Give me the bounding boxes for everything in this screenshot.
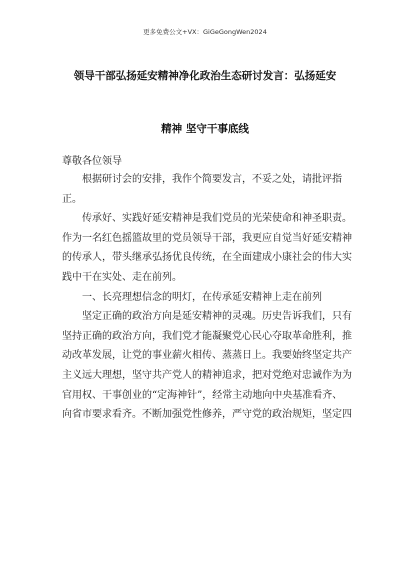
greeting: 尊敬各位领导 <box>62 156 122 167</box>
document-title-line-2: 精神 坚守干事底线 <box>161 123 249 135</box>
paragraph-3: 坚定正确的政治方向是延安精神的灵魂。历史告诉我们，只有坚持正确的政治方向，我们党才能凝聚党心民心夺取革命胜利，推动改革发展，让党的事业薪火相传、蒸蒸日上。我要始终坚定共产主义远大理想，坚守共产党人的精神追求，把对党绝对忠诚作为为官用权、干事创业的“定海神针”，经常主动地向中央基准看齐、向省市要求看齐。不断加强党性修养，严守党的政治规矩，坚定四 <box>62 311 352 421</box>
paragraph-1: 根据研讨会的安排，我作个简要发言，不妥之处，请批评指正。 <box>62 174 342 205</box>
document-title-line-1: 领导干部弘扬延安精神净化政治生态研讨发言：弘扬延安 <box>73 70 337 82</box>
paragraph-2: 传承好、实践好延安精神是我们党员的光荣使命和神圣职责。作为一名红色摇篮故里的党员领导干部，我更应自觉当好延安精神的传承人，带头继承弘扬优良传统，在全面建成小康社会的伟大实践中干在实处、走在前列。 <box>62 213 352 283</box>
document-body <box>62 170 352 425</box>
header-note: 更多免费公文+VX：GiGeGongWen2024 <box>143 28 267 36</box>
section-heading-1: 一、长亮理想信念的明灯，在传承延安精神上走在前列 <box>82 291 322 303</box>
